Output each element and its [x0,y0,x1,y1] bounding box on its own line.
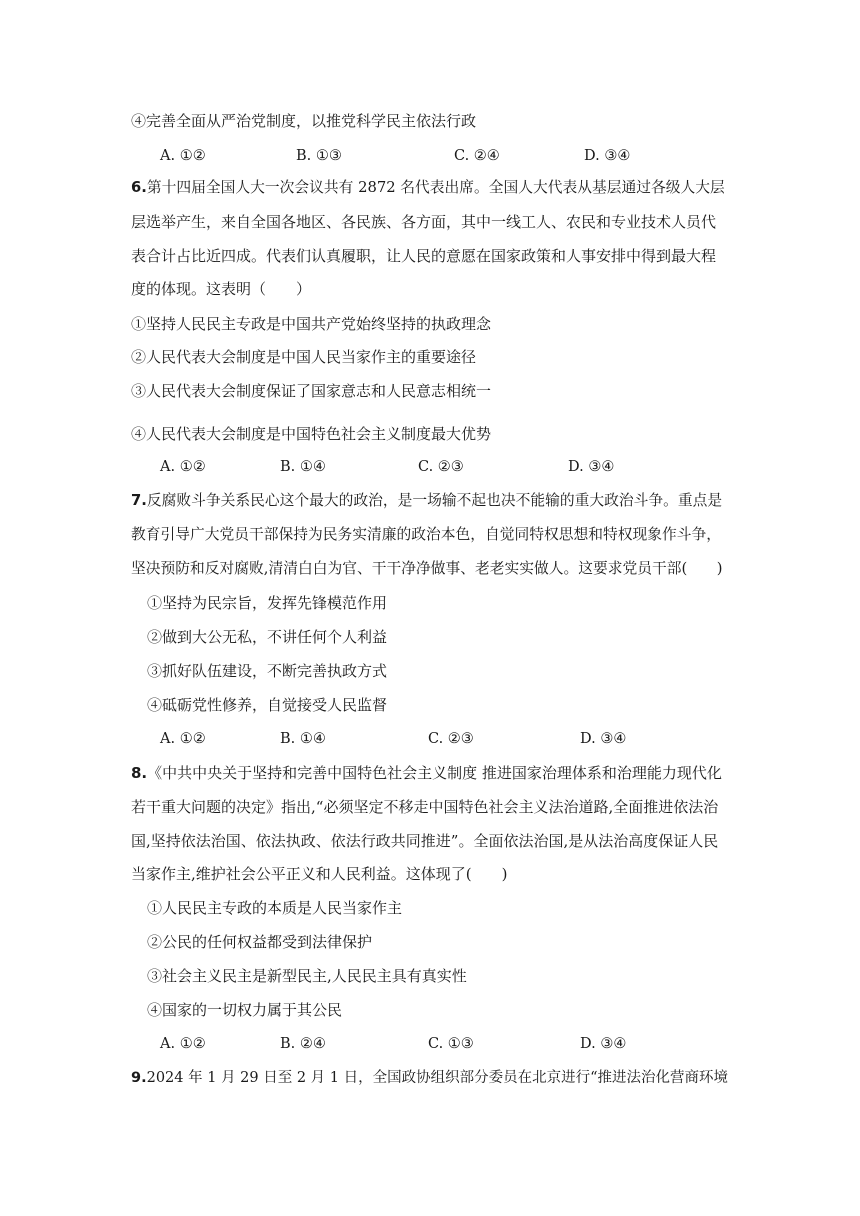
q7-option-a: A. ①② [160,731,206,747]
q6-stem-line-1: 6.第十四届全国人大一次会议共有 2872 名代表出席。全国人大代表从基层通过各级人大层 [131,179,725,196]
q7-number: 7. [131,492,147,509]
q7-option-c: C. ②③ [428,731,474,747]
q8-option-c: C. ①③ [428,1036,474,1052]
q8-option-d: D. ③④ [580,1036,627,1052]
q7-item-1: ①坚持为民宗旨，发挥先锋模范作用 [147,594,388,612]
q6-stem-line-4: 度的体现。这表明（ ） [131,280,312,298]
q6-option-a: A. ①② [160,459,206,475]
q8-item-2: ②公民的任何权益都受到法律保护 [147,933,373,951]
q6-item-3: ③人民代表大会制度保证了国家意志和人民意志相统一 [131,382,492,400]
q7-stem-line-1: 7.反腐败斗争关系民心这个最大的政治，是一场输不起也决不能输的重大政治斗争。重点是 [131,492,723,509]
q5-option-a: A. ①② [160,148,206,164]
q8-stem-line-4: 当家作主,维护社会公平正义和人民利益。这体现了( ) [131,865,508,883]
q5-item-4: ④完善全面从严治党制度，以推党科学民主依法行政 [131,112,477,130]
q6-stem-line-2: 层选举产生，来自全国各地区、各民族、各方面，其中一线工人、农民和专业技术人员代 [131,213,717,231]
q8-stem-line-1: 8.《中共中央关于坚持和完善中国特色社会主义制度 推进国家治理体系和治理能力现代化 [131,764,722,782]
q5-option-c: C. ②④ [454,148,500,164]
q6-item-4: ④人民代表大会制度是中国特色社会主义制度最大优势 [131,425,492,443]
q5-option-d: D. ③④ [584,148,631,164]
q6-option-d: D. ③④ [568,459,615,475]
q9-number: 9. [131,1070,147,1086]
q8-item-3: ③社会主义民主是新型民主,人民民主具有真实性 [147,967,467,985]
q9-stem-line-1: 9.2024 年 1 月 29 日至 2 月 1 日，全国政协组织部分委员在北京进行“推进法治化营商环境 [131,1070,729,1086]
q6-item-2: ②人民代表大会制度是中国人民当家作主的重要途径 [131,348,477,366]
q6-stem-line-3: 表合计占比近四成。代表们认真履职，让人民的意愿在国家政策和人事安排中得到最大程 [131,247,717,265]
q7-item-4: ④砥砺党性修养，自觉接受人民监督 [147,696,388,714]
q8-number: 8. [131,764,148,782]
q7-stem-line-3: 坚决预防和反对腐败,清清白白为官、干干净净做事、老老实实做人。这要求党员干部( ) [131,560,723,577]
q6-item-1: ①坚持人民民主专政是中国共产党始终坚持的执政理念 [131,315,492,333]
q7-item-3: ③抓好队伍建设，不断完善执政方式 [147,662,388,680]
q8-item-1: ①人民民主专政的本质是人民当家作主 [147,899,403,917]
q6-option-b: B. ①④ [280,459,326,475]
q7-option-d: D. ③④ [580,731,627,747]
q8-stem-line-2: 若干重大问题的决定》指出,“必须坚定不移走中国特色社会主义法治道路,全面推进依法治 [131,798,719,816]
q7-option-b: B. ①④ [280,731,326,747]
q8-option-a: A. ①② [160,1036,206,1052]
q7-item-2: ②做到大公无私，不讲任何个人利益 [147,628,388,646]
q8-stem-line-3: 国,坚持依法治国、依法执政、依法行政共同推进”。全面依法治国,是从法治高度保证人民 [131,832,719,850]
q7-stem-line-2: 教育引导广大党员干部保持为民务实清廉的政治本色，自觉同特权思想和特权现象作斗争， [131,526,721,543]
q8-option-b: B. ②④ [280,1036,326,1052]
q6-option-c: C. ②③ [418,459,464,475]
q8-item-4: ④国家的一切权力属于其公民 [147,1001,343,1019]
q6-number: 6. [131,179,147,196]
q5-option-b: B. ①③ [296,148,342,164]
